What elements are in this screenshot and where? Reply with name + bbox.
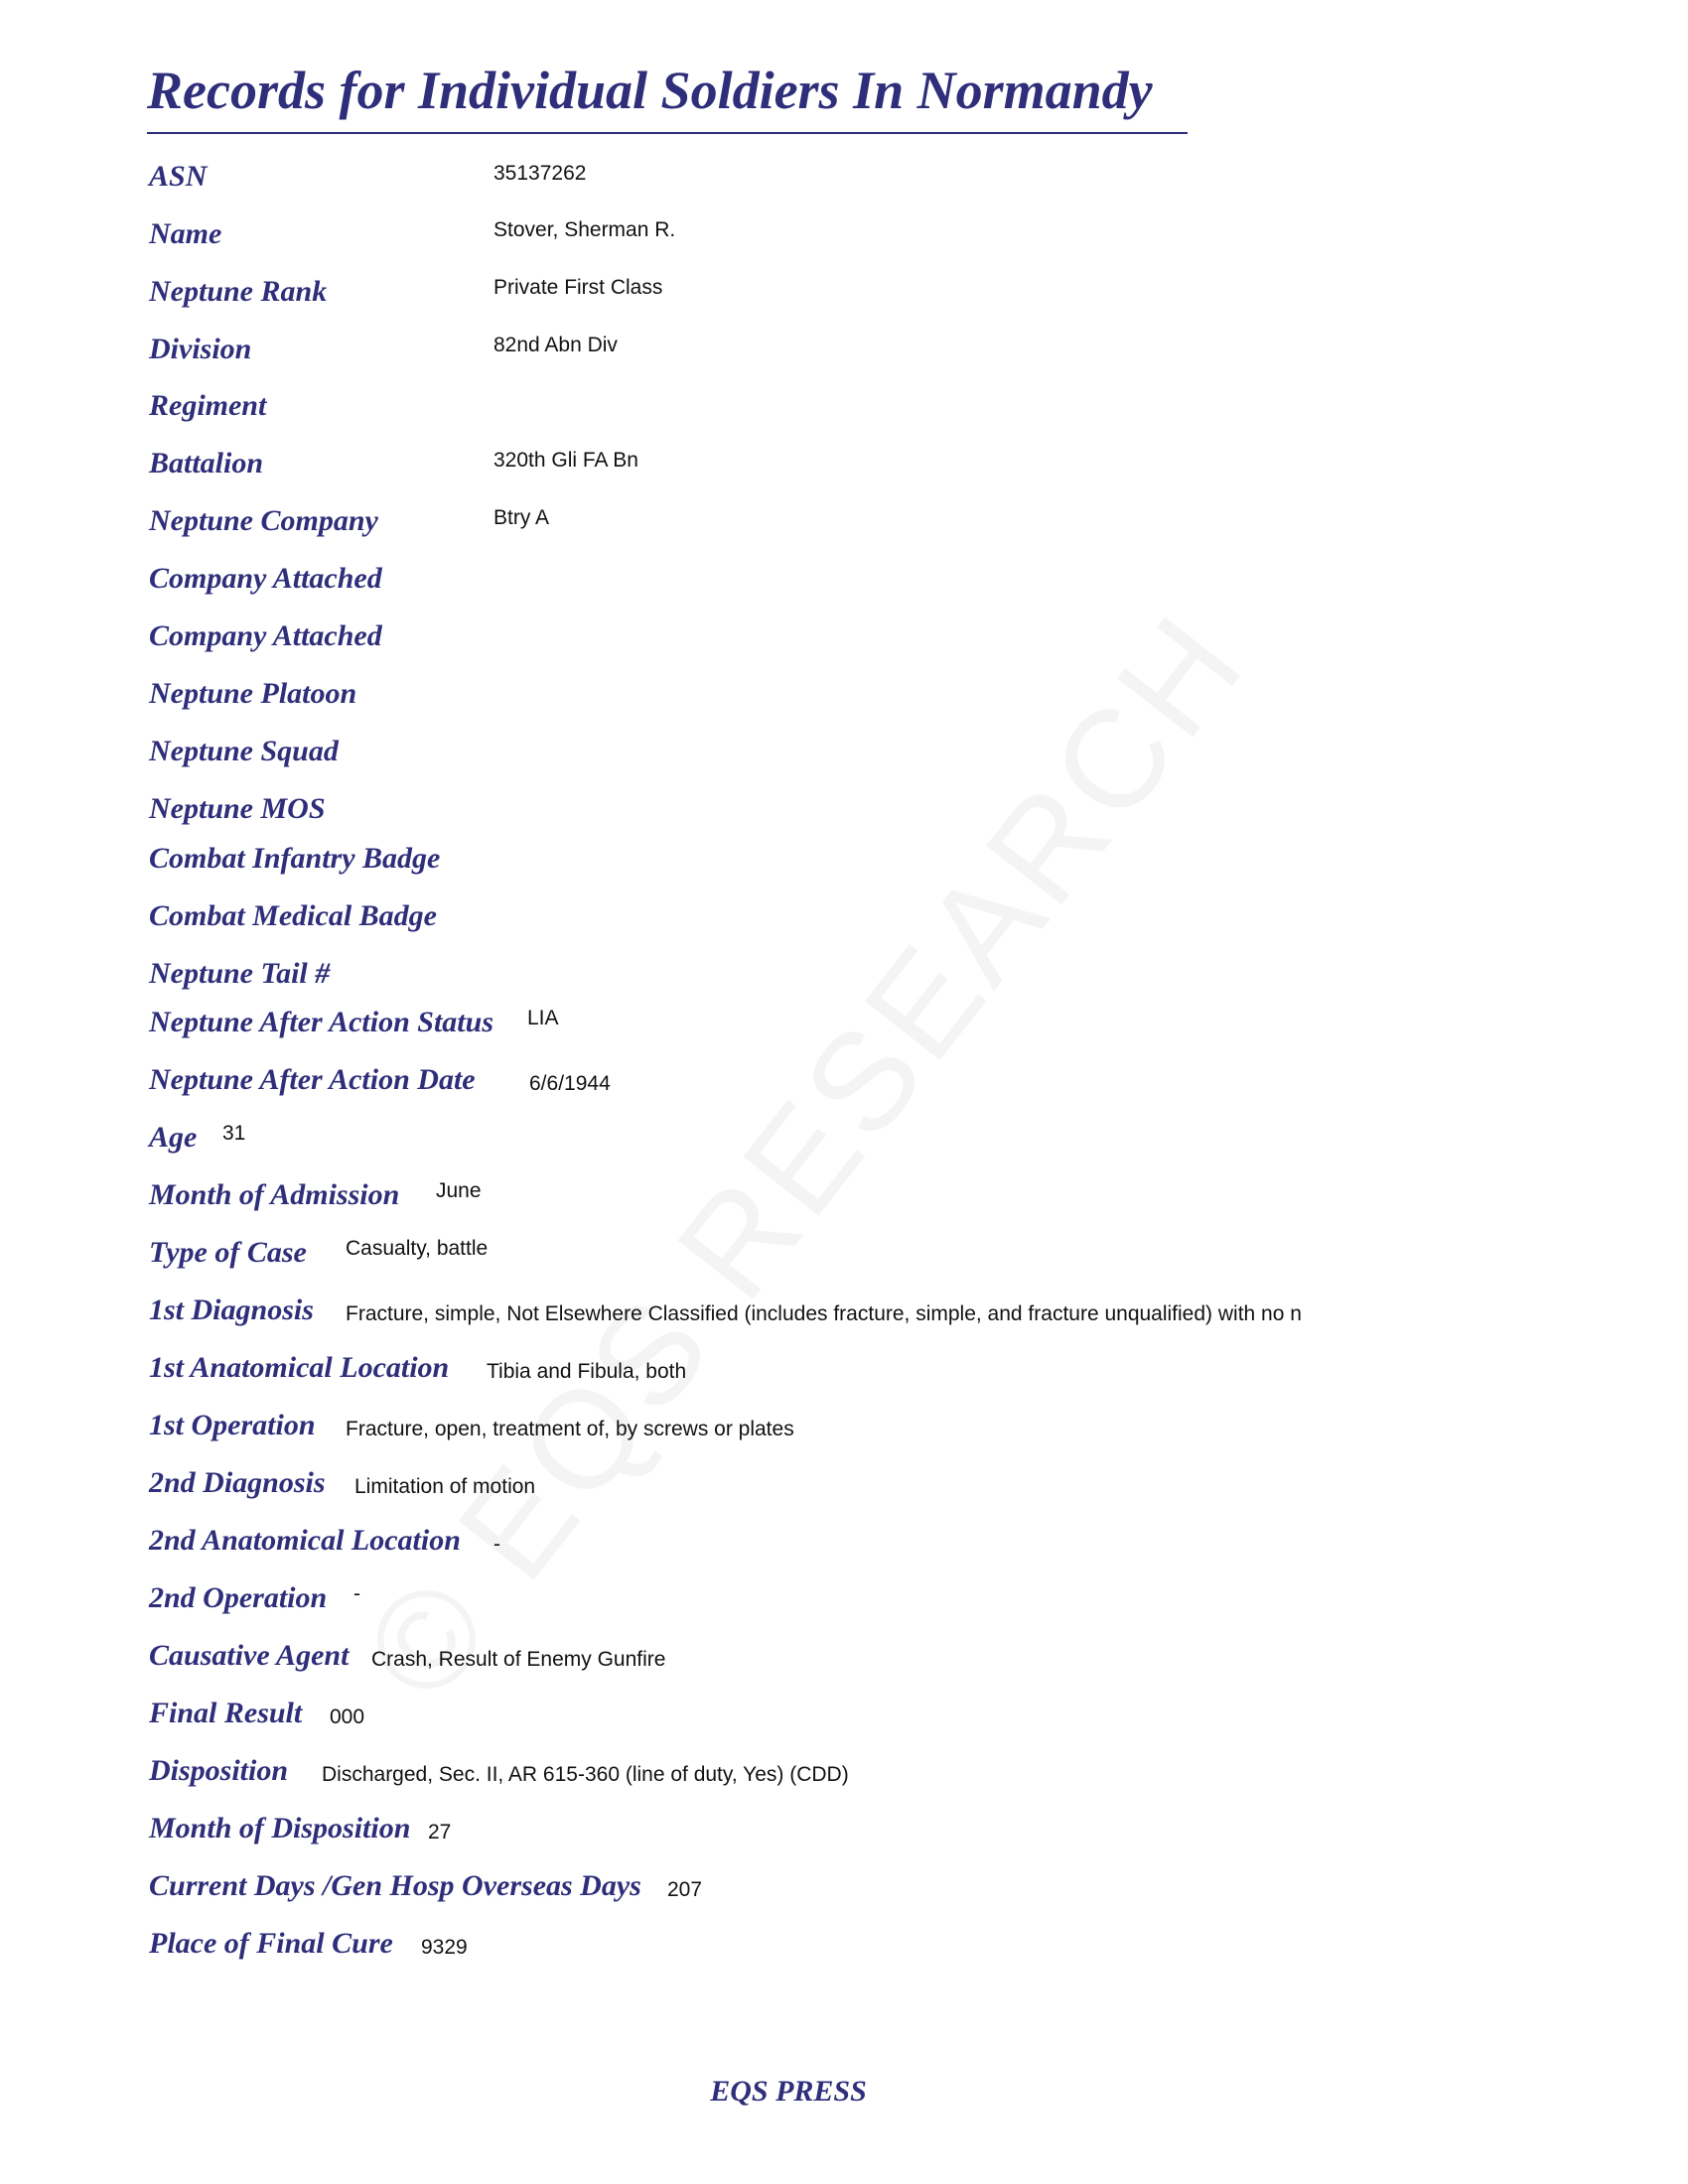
neptune-company-value: Btry A [493, 506, 550, 529]
diagnosis-2-label: 2nd Diagnosis [149, 1466, 326, 1499]
neptune-mos-label: Neptune MOS [149, 792, 326, 825]
operation-2-label: 2nd Operation [149, 1581, 328, 1614]
diagnosis-2-value: Limitation of motion [354, 1475, 536, 1498]
combat-infantry-badge-label: Combat Infantry Badge [149, 842, 441, 875]
neptune-rank-label: Neptune Rank [149, 275, 328, 308]
disposition-value: Discharged, Sec. II, AR 615-360 (line of duty, Yes) (CDD) [322, 1763, 849, 1786]
final-result-value: 000 [330, 1706, 365, 1728]
neptune-rank-value: Private First Class [493, 276, 663, 299]
operation-1-value: Fracture, open, treatment of, by screws or plates [346, 1418, 794, 1440]
after-action-date-label: Neptune After Action Date [149, 1063, 476, 1096]
age-value: 31 [222, 1122, 246, 1145]
neptune-tail-label: Neptune Tail # [149, 957, 331, 990]
neptune-company-label: Neptune Company [149, 504, 378, 537]
place-of-final-cure-label: Place of Final Cure [149, 1927, 393, 1960]
anatomical-location-1-label: 1st Anatomical Location [149, 1351, 450, 1384]
diagnosis-1-label: 1st Diagnosis [149, 1294, 314, 1326]
after-action-status-value: LIA [527, 1007, 559, 1029]
anatomical-location-2-label: 2nd Anatomical Location [149, 1524, 461, 1557]
disposition-label: Disposition [149, 1754, 289, 1787]
asn-label: ASN [149, 160, 208, 193]
combat-medical-badge-label: Combat Medical Badge [149, 899, 437, 932]
age-label: Age [149, 1121, 198, 1154]
month-of-disposition-value: 27 [428, 1821, 452, 1843]
battalion-label: Battalion [149, 447, 264, 479]
footer-publisher: EQS PRESS [710, 2075, 867, 2108]
page-title: Records for Individual Soldiers In Normandy [147, 61, 1153, 120]
place-of-final-cure-value: 9329 [421, 1936, 468, 1959]
title-underline [147, 132, 1188, 134]
after-action-status-label: Neptune After Action Status [149, 1006, 493, 1038]
company-attached-2-label: Company Attached [149, 619, 382, 652]
neptune-squad-label: Neptune Squad [149, 735, 339, 767]
battalion-value: 320th Gli FA Bn [493, 449, 638, 472]
month-of-disposition-label: Month of Disposition [149, 1812, 411, 1844]
after-action-date-value: 6/6/1944 [529, 1072, 611, 1095]
regiment-label: Regiment [149, 389, 267, 422]
name-label: Name [149, 217, 222, 250]
division-label: Division [149, 333, 252, 365]
diagnosis-1-value: Fracture, simple, Not Elsewhere Classified (includes fracture, simple, and fracture unqualified) with no n [346, 1302, 1302, 1325]
month-of-admission-value: June [436, 1179, 482, 1202]
company-attached-label: Company Attached [149, 562, 382, 595]
operation-1-label: 1st Operation [149, 1409, 316, 1441]
watermark [332, 584, 1277, 1730]
causative-agent-value: Crash, Result of Enemy Gunfire [371, 1648, 666, 1671]
month-of-admission-label: Month of Admission [149, 1178, 400, 1211]
type-of-case-label: Type of Case [149, 1236, 307, 1269]
anatomical-location-2-value: - [493, 1533, 500, 1556]
final-result-label: Final Result [149, 1697, 303, 1729]
asn-value: 35137262 [493, 162, 587, 185]
current-days-value: 207 [667, 1878, 703, 1901]
division-value: 82nd Abn Div [493, 334, 618, 356]
causative-agent-label: Causative Agent [149, 1639, 350, 1672]
type-of-case-value: Casualty, battle [346, 1237, 489, 1260]
neptune-platoon-label: Neptune Platoon [149, 677, 357, 710]
current-days-label: Current Days /Gen Hosp Overseas Days [149, 1869, 641, 1902]
name-value: Stover, Sherman R. [493, 218, 676, 241]
operation-2-value: - [353, 1582, 360, 1605]
anatomical-location-1-value: Tibia and Fibula, both [487, 1360, 687, 1383]
